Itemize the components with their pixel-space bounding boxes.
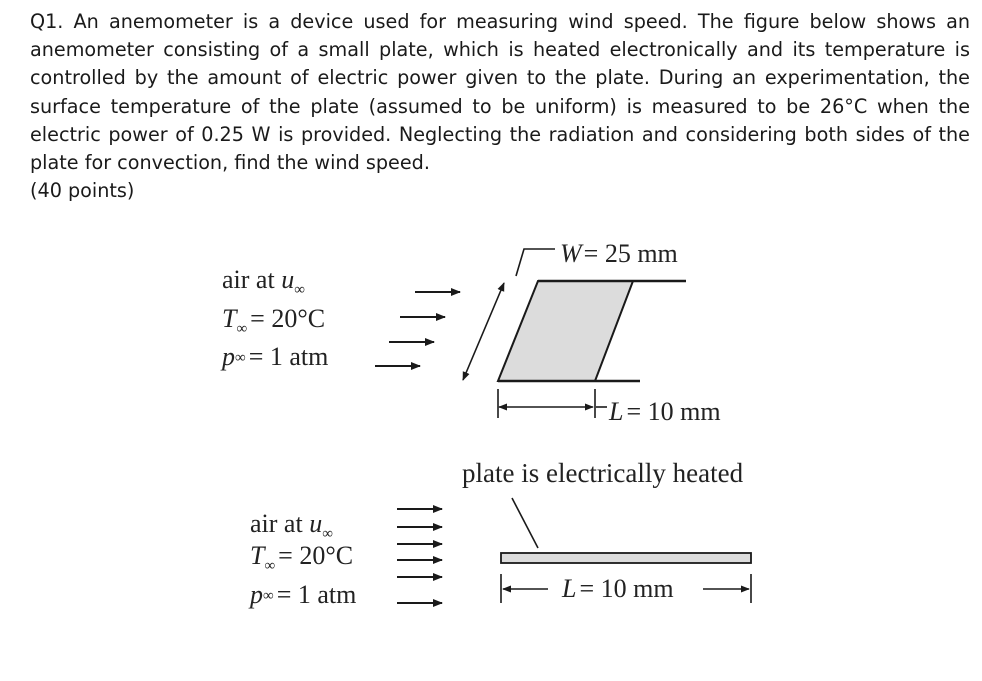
pressure-value: = 1 atm [248,342,329,371]
u-symbol: u [309,509,323,538]
t-symbol: T [250,541,265,570]
svg-text:T∞= 20°C [250,541,353,574]
svg-text:p∞= 1 atm [248,580,356,609]
air-label: air at [222,265,282,294]
length-dimension-side [501,574,751,603]
width-value: = 25 mm [583,239,678,268]
air-label: air at [250,509,310,538]
inf-subscript: ∞ [294,282,305,298]
t-symbol: T [222,304,237,333]
question-body: An anemometer is a device used for measuring wind speed. The figure below shows an anemometer consisting of a small plate, which is heated electronically and its temperature is controlled by the amount of electric power given to the plate. During an experimentation, the surface temperature of the plate (assumed to be uniform) is measured to be 26°C when the electric power of 0.25 W is provided. Neglecting the radiation and considering both sides of the plate for convection, find the wind speed. [30,10,970,175]
svg-text:p∞= 1 atm [220,342,328,371]
width-symbol: W [560,239,582,268]
inf-subscript: ∞ [236,321,248,337]
heated-plate-side-view [501,553,751,563]
question-points: (40 points) [30,179,135,203]
length-symbol: L [562,574,577,603]
svg-text:air at u∞ [250,509,333,542]
u-symbol: u [281,265,295,294]
svg-text:W= 25 mm [560,239,678,268]
question-number: Q1. [30,10,64,33]
svg-text:T∞= 20°C [222,304,325,337]
length-value: = 10 mm [626,397,721,426]
heated-plate-top-view [498,281,686,381]
svg-text:air at u∞ [222,265,305,298]
inf-subscript: ∞ [263,588,274,604]
p-symbol: p [222,342,235,371]
top-view-airflow-arrows [375,292,460,366]
length-dimension-top [498,389,721,426]
temperature-value: = 20°C [278,541,354,570]
p-symbol: p [250,580,263,609]
figure-caption: plate is electrically heated [462,458,744,488]
caption-pointer [512,498,538,548]
pressure-value: = 1 atm [276,580,357,609]
length-symbol: L [609,397,624,426]
inf-subscript: ∞ [235,350,246,366]
top-view-air-labels [220,265,328,371]
side-view-air-labels [248,509,356,609]
inf-subscript: ∞ [322,526,333,542]
temperature-value: = 20°C [250,304,326,333]
side-view-airflow-arrows [397,509,442,603]
length-value: = 10 mm [579,574,674,603]
inf-subscript: ∞ [264,558,276,574]
svg-text:L= 10 mm [608,397,721,426]
svg-text:L= 10 mm [561,574,674,603]
